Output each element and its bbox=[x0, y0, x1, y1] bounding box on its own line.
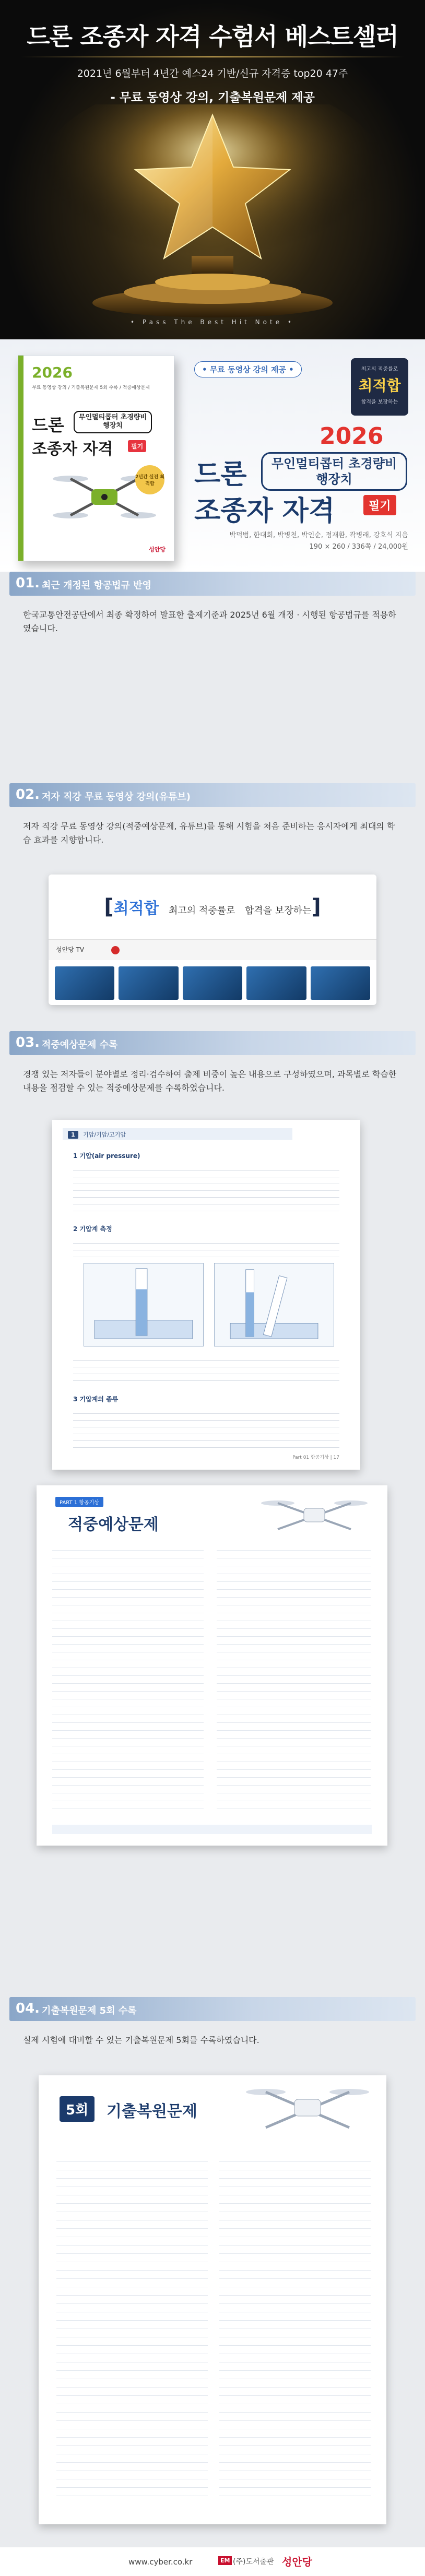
promo-year: 2026 bbox=[320, 423, 384, 450]
section-03-number: 03. bbox=[16, 1035, 40, 1050]
gold-star-trophy-icon bbox=[0, 104, 425, 339]
hero-subtitle-2: - 무료 동영상 강의, 기출복원문제 제공 bbox=[110, 91, 315, 104]
section-04-body: 실제 시험에 대비할 수 있는 기출복원문제 5회를 수록하였습니다. bbox=[23, 2035, 259, 2045]
drone-icon bbox=[257, 1493, 372, 1540]
section-03-header bbox=[9, 1031, 416, 1055]
section-02-title: 저자 직강 무료 동영상 강의(유튜브) bbox=[42, 791, 191, 802]
free-lecture-pill: • 무료 동영상 강의 제공 • bbox=[194, 361, 302, 377]
hero-divider bbox=[21, 56, 404, 57]
past-exam-title: 기출복원문제 bbox=[107, 2102, 197, 2121]
section-02-body: 저자 직강 무료 동영상 강의(적중예상문제, 유튜브)를 통해 시험을 처음 준비하는 응시자에게 최대의 학습 효과를 지향합니다. bbox=[23, 821, 395, 845]
book-publisher: 성안당 bbox=[149, 546, 166, 553]
video-thumbnail[interactable] bbox=[119, 966, 178, 1000]
hero-title: 드론 조종자 자격 수험서 베스트셀러 bbox=[27, 22, 398, 51]
section-01-number: 01. bbox=[16, 575, 40, 591]
book-year: 2026 bbox=[32, 364, 73, 381]
video-thumbnail[interactable] bbox=[183, 966, 242, 1000]
book-spine bbox=[18, 356, 23, 561]
section-04-title: 기출복원문제 5회 수록 bbox=[42, 2005, 137, 2016]
book-title-2: 조종자 자격 bbox=[32, 440, 113, 458]
page-text-block bbox=[73, 1407, 339, 1449]
hero-banner bbox=[0, 0, 425, 339]
question-column-right bbox=[219, 2154, 371, 2498]
barometer-figure-icon bbox=[214, 1263, 334, 1346]
promo-spec: 190 × 260 / 336쪽 / 24,000원 bbox=[309, 543, 408, 551]
page-heading-2: 2 기압계 측정 bbox=[73, 1225, 112, 1233]
section-03-body: 경쟁 있는 저자들이 분야별로 정리·검수하여 출제 비중이 높은 내용으로 구성하였으며, 과목별로 학습한 내용을 점검할 수 있는 적중예상문제를 수록하였습니다. bbox=[23, 1069, 397, 1093]
page-footer: Part 01 항공기상 | 17 bbox=[292, 1455, 339, 1460]
page-text-block bbox=[73, 1354, 339, 1385]
practice-tag: PART 1 항공기상 bbox=[55, 1497, 103, 1507]
slogan-line-2: 합격을 보장하는 bbox=[244, 905, 312, 916]
bracket-right-icon: ] bbox=[311, 895, 321, 919]
section-01-body: 한국교통안전공단에서 최종 확정하여 발표한 출제기준과 2025년 6월 개정 · 시행된 항공법규를 적용하였습니다. bbox=[23, 610, 396, 634]
seal-bottom-text: 합격을 보장하는 bbox=[361, 399, 398, 405]
chapter-tab-number: 1 bbox=[68, 1131, 78, 1139]
slogan-line-1: 최고의 적중률로 bbox=[169, 905, 235, 916]
video-thumbnail-row bbox=[55, 966, 370, 1000]
page-heading-3: 3 기압계의 종류 bbox=[73, 1396, 119, 1403]
slogan-main: 최적합 bbox=[113, 900, 159, 918]
practice-title: 적중예상문제 bbox=[68, 1516, 159, 1534]
book-cover bbox=[18, 355, 174, 561]
section-04-header bbox=[9, 1997, 416, 2021]
youtube-play-icon[interactable] bbox=[111, 946, 120, 954]
best-fit-seal bbox=[351, 358, 408, 416]
past-exam-round-badge: 5회 bbox=[60, 2096, 95, 2122]
barometer-figure-icon bbox=[84, 1263, 204, 1346]
question-column-left bbox=[56, 2154, 208, 2498]
video-thumbnail[interactable] bbox=[311, 966, 370, 1000]
video-thumbnail[interactable] bbox=[246, 966, 306, 1000]
section-04-number: 04. bbox=[16, 2001, 40, 2016]
section-02-number: 02. bbox=[16, 787, 40, 802]
book-title-1: 드론 bbox=[32, 415, 64, 435]
bracket-left-icon: [ bbox=[104, 895, 114, 919]
youtube-channel-screenshot bbox=[49, 875, 376, 1005]
question-column-left bbox=[52, 1543, 204, 1814]
page-heading-1: 1 기압(air pressure) bbox=[73, 1152, 140, 1160]
book-badge: 2년간 실전 최적합 bbox=[135, 465, 164, 494]
answer-strip bbox=[52, 1825, 372, 1834]
page-footer-bar bbox=[0, 2547, 425, 2576]
em-label: EM bbox=[218, 2556, 232, 2565]
video-thumbnail[interactable] bbox=[55, 966, 114, 1000]
promo-title-1: 드론 bbox=[194, 459, 247, 490]
textbook-page bbox=[52, 1120, 360, 1470]
promo-authors: 박덕범, 한대회, 박병천, 박인순, 정재환, 곽병래, 강호식 지음 bbox=[229, 531, 408, 539]
book-panel bbox=[0, 339, 425, 572]
promo-title-badge: 필기 bbox=[363, 495, 396, 515]
past-exam-page bbox=[39, 2075, 386, 2524]
seal-top-text: 최고의 적중률로 bbox=[361, 367, 398, 372]
youtube-channel-name[interactable]: 성안당 TV bbox=[56, 946, 85, 953]
publisher-logo: 성안당 bbox=[282, 2556, 312, 2568]
section-03-title: 적중예상문제 수록 bbox=[42, 1039, 118, 1050]
youtube-banner bbox=[49, 875, 376, 939]
promo-title-1-box: 무인멀티콥터 초경량비행장치 bbox=[261, 452, 407, 491]
question-column-right bbox=[217, 1543, 371, 1814]
section-02-header bbox=[9, 783, 416, 807]
hero-ribbon-text: • Pass The Best Hit Note • bbox=[131, 318, 294, 326]
page-text-block bbox=[73, 1164, 339, 1216]
promo-title-2: 조종자 자격 bbox=[194, 495, 335, 527]
website-link[interactable]: www.cyber.co.kr bbox=[128, 2557, 193, 2567]
chapter-tab bbox=[63, 1128, 292, 1140]
practice-question-page bbox=[37, 1485, 387, 1846]
chapter-tab-label: 기압/기압/고기압 bbox=[83, 1131, 126, 1138]
seal-main-text: 최적합 bbox=[358, 377, 401, 394]
hero-subtitle: 2021년 6월부터 4년간 예스24 기반/신규 자격증 top20 47주 bbox=[77, 68, 348, 79]
publisher-name: (주)도서출판 bbox=[233, 2558, 274, 2566]
book-blurb: 무료 동영상 강의 / 기출복원문제 5회 수록 / 적중예상문제 bbox=[32, 385, 150, 391]
section-01-header bbox=[9, 572, 416, 596]
page-text-block bbox=[73, 1237, 339, 1258]
drone-icon bbox=[242, 2078, 373, 2141]
youtube-channel-bar bbox=[49, 939, 376, 960]
book-title-1-box: 무인멀티콥터 초경량비행장치 bbox=[74, 411, 152, 433]
section-01-title: 최근 개정된 항공법규 반영 bbox=[42, 580, 152, 591]
book-title-badge: 필기 bbox=[128, 440, 146, 452]
youtube-slogan bbox=[114, 895, 312, 918]
